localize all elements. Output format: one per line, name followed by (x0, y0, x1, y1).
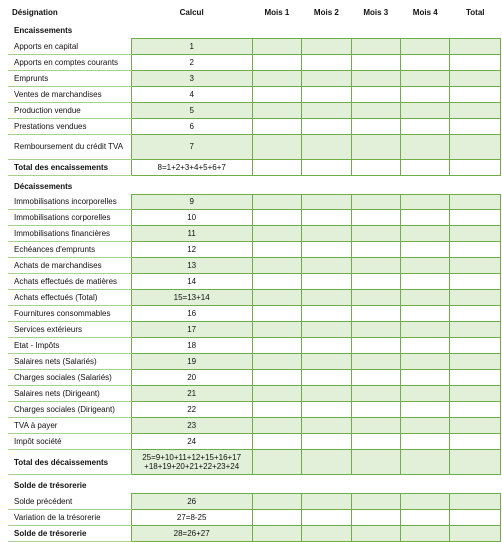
cell-mois-4[interactable] (401, 322, 450, 338)
row-calc: 16 (131, 306, 252, 322)
table-row (8, 354, 501, 370)
cell-mois-4[interactable] (401, 290, 450, 306)
row-calc: 9 (131, 194, 252, 210)
cell-total[interactable] (450, 450, 501, 475)
row-calc: 15=13+14 (131, 290, 252, 306)
cell-mois-2[interactable] (302, 434, 351, 450)
cell-mois-1[interactable] (252, 39, 301, 55)
cell-mois-4[interactable] (401, 509, 450, 525)
cell-mois-3[interactable] (351, 242, 400, 258)
header-mois-4: Mois 4 (412, 7, 438, 17)
table-row (8, 290, 501, 306)
cell-mois-2[interactable] (302, 306, 351, 322)
cell-mois-3[interactable] (351, 434, 400, 450)
section-decaissements: Décaissements (14, 181, 73, 191)
cell-mois-1[interactable] (252, 102, 301, 118)
cell-mois-1[interactable] (252, 210, 301, 226)
cell-mois-2[interactable] (302, 194, 351, 210)
row-label: Production vendue (8, 102, 131, 118)
row-calc: 14 (131, 274, 252, 290)
table-row (8, 134, 501, 159)
row-calc (131, 450, 252, 475)
section-row (8, 20, 501, 39)
row-label: Apports en capital (8, 39, 131, 55)
cell-mois-3[interactable] (351, 525, 400, 541)
cell-mois-1[interactable] (252, 525, 301, 541)
cell-mois-2[interactable] (302, 134, 351, 159)
row-label: Charges sociales (Salariés) (8, 370, 131, 386)
cell-total[interactable] (450, 509, 501, 525)
section-encaissements: Encaissements (14, 26, 73, 35)
row-calc: 1 (131, 39, 252, 55)
cell-mois-3[interactable] (351, 386, 400, 402)
cell-mois-4[interactable] (401, 354, 450, 370)
cell-mois-3[interactable] (351, 118, 400, 134)
cell-mois-2[interactable] (302, 86, 351, 102)
cell-total[interactable] (450, 258, 501, 274)
cell-mois-2[interactable] (302, 210, 351, 226)
cell-total[interactable] (450, 54, 501, 70)
row-calc: 23 (131, 418, 252, 434)
row-calc: 4 (131, 86, 252, 102)
cell-mois-4[interactable] (401, 118, 450, 134)
cell-mois-4[interactable] (401, 402, 450, 418)
cell-mois-2[interactable] (302, 258, 351, 274)
cell-total[interactable] (450, 402, 501, 418)
row-label: Solde de trésorerie (8, 525, 131, 541)
section-solde: Solde de trésorerie (14, 481, 87, 490)
table-row (8, 54, 501, 70)
cell-total[interactable] (450, 370, 501, 386)
row-label: Impôt société (8, 434, 131, 450)
cell-total[interactable] (450, 274, 501, 290)
cell-mois-4[interactable] (401, 338, 450, 354)
cell-mois-2[interactable] (302, 494, 351, 510)
cell-mois-2[interactable] (302, 290, 351, 306)
row-label: Emprunts (8, 70, 131, 86)
cell-total[interactable] (450, 242, 501, 258)
cell-mois-1[interactable] (252, 509, 301, 525)
cell-mois-3[interactable] (351, 402, 400, 418)
cell-mois-3[interactable] (351, 258, 400, 274)
row-label: Achats effectués (Total) (8, 290, 131, 306)
row-calc: 5 (131, 102, 252, 118)
table-row (8, 118, 501, 134)
row-calc: 28=26+27 (131, 525, 252, 541)
cell-mois-4[interactable] (401, 70, 450, 86)
cell-mois-3[interactable] (351, 290, 400, 306)
cell-mois-2[interactable] (302, 525, 351, 541)
cell-mois-2[interactable] (302, 402, 351, 418)
cell-total[interactable] (450, 322, 501, 338)
table-row (8, 306, 501, 322)
row-calc-line-1: 25=9+10+11+12+15+16+17 (142, 453, 242, 462)
cell-total[interactable] (450, 418, 501, 434)
cell-mois-4[interactable] (401, 494, 450, 510)
cell-mois-4[interactable] (401, 386, 450, 402)
cell-mois-4[interactable] (401, 134, 450, 159)
cell-total[interactable] (450, 39, 501, 55)
row-label: Solde précédent (8, 494, 131, 510)
cell-mois-3[interactable] (351, 210, 400, 226)
cell-mois-2[interactable] (302, 386, 351, 402)
table-row (8, 194, 501, 210)
row-calc: 17 (131, 322, 252, 338)
row-calc: 2 (131, 54, 252, 70)
table-row (8, 494, 501, 510)
cell-mois-3[interactable] (351, 39, 400, 55)
cell-mois-1[interactable] (252, 402, 301, 418)
cell-mois-4[interactable] (401, 306, 450, 322)
table-row (8, 370, 501, 386)
cell-total[interactable] (450, 134, 501, 159)
cell-mois-2[interactable] (302, 418, 351, 434)
cell-mois-3[interactable] (351, 306, 400, 322)
cell-total[interactable] (450, 354, 501, 370)
cell-mois-1[interactable] (252, 322, 301, 338)
cell-mois-2[interactable] (302, 370, 351, 386)
header-mois-2: Mois 2 (313, 7, 339, 17)
total-row (8, 450, 501, 475)
total-row (8, 159, 501, 175)
row-label: Salaires nets (Dirigeant) (8, 386, 131, 402)
cell-mois-4[interactable] (401, 210, 450, 226)
cell-mois-1[interactable] (252, 242, 301, 258)
header-calcul: Calcul (179, 7, 204, 17)
cell-mois-2[interactable] (302, 118, 351, 134)
row-label: Echéances d'emprunts (8, 242, 131, 258)
row-calc: 13 (131, 258, 252, 274)
cell-mois-3[interactable] (351, 70, 400, 86)
table-row (8, 70, 501, 86)
cell-mois-4[interactable] (401, 418, 450, 434)
cell-mois-1[interactable] (252, 54, 301, 70)
cell-total[interactable] (450, 386, 501, 402)
row-label: Prestations vendues (8, 118, 131, 134)
header-mois-3: Mois 3 (363, 7, 389, 17)
cell-mois-4[interactable] (401, 194, 450, 210)
cell-mois-4[interactable] (401, 226, 450, 242)
cell-mois-1[interactable] (252, 258, 301, 274)
cell-mois-4[interactable] (401, 370, 450, 386)
cell-total[interactable] (450, 102, 501, 118)
total-row (8, 525, 501, 541)
table-row (8, 226, 501, 242)
row-label: Total des décaissements (8, 450, 131, 475)
cell-mois-3[interactable] (351, 418, 400, 434)
cell-mois-1[interactable] (252, 118, 301, 134)
cell-mois-1[interactable] (252, 86, 301, 102)
cell-total[interactable] (450, 306, 501, 322)
row-label: Immobilisations financières (8, 226, 131, 242)
header-row (8, 4, 501, 20)
row-calc: 7 (131, 134, 252, 159)
row-label: Ventes de marchandises (8, 86, 131, 102)
row-label: Fournitures consommables (8, 306, 131, 322)
row-calc: 8=1+2+3+4+5+6+7 (131, 159, 252, 175)
row-label: Etat - Impôts (8, 338, 131, 354)
cell-mois-3[interactable] (351, 54, 400, 70)
row-calc: 3 (131, 70, 252, 86)
cell-mois-1[interactable] (252, 450, 301, 475)
cell-total[interactable] (450, 194, 501, 210)
cell-total[interactable] (450, 70, 501, 86)
cell-mois-4[interactable] (401, 54, 450, 70)
row-label: Services extérieurs (8, 322, 131, 338)
cell-mois-3[interactable] (351, 159, 400, 175)
row-calc: 22 (131, 402, 252, 418)
cell-mois-2[interactable] (302, 274, 351, 290)
row-label: Remboursement du crédit TVA (8, 134, 131, 159)
row-label: Immobilisations corporelles (8, 210, 131, 226)
cell-mois-4[interactable] (401, 102, 450, 118)
cell-total[interactable] (450, 159, 501, 175)
cell-mois-2[interactable] (302, 242, 351, 258)
row-calc: 19 (131, 354, 252, 370)
cell-mois-4[interactable] (401, 39, 450, 55)
cell-mois-3[interactable] (351, 338, 400, 354)
cell-mois-2[interactable] (302, 322, 351, 338)
row-calc: 10 (131, 210, 252, 226)
table-row (8, 258, 501, 274)
row-calc: 27=8-25 (131, 509, 252, 525)
cell-mois-3[interactable] (351, 450, 400, 475)
cell-mois-1[interactable] (252, 354, 301, 370)
cell-total[interactable] (450, 525, 501, 541)
row-calc: 24 (131, 434, 252, 450)
cell-mois-2[interactable] (302, 102, 351, 118)
row-label: Charges sociales (Dirigeant) (8, 402, 131, 418)
cell-mois-1[interactable] (252, 274, 301, 290)
row-calc-line-2: +18+19+20+21+22+23+24 (144, 462, 240, 471)
cell-mois-1[interactable] (252, 418, 301, 434)
table-row (8, 418, 501, 434)
row-label: Apports en comptes courants (8, 54, 131, 70)
cell-mois-2[interactable] (302, 354, 351, 370)
cell-mois-4[interactable] (401, 86, 450, 102)
cell-mois-1[interactable] (252, 494, 301, 510)
row-label: Salaires nets (Salariés) (8, 354, 131, 370)
table-row (8, 39, 501, 55)
cell-mois-1[interactable] (252, 370, 301, 386)
row-calc: 21 (131, 386, 252, 402)
cell-mois-2[interactable] (302, 338, 351, 354)
cell-mois-3[interactable] (351, 226, 400, 242)
cell-mois-4[interactable] (401, 525, 450, 541)
cell-mois-4[interactable] (401, 434, 450, 450)
cell-mois-1[interactable] (252, 290, 301, 306)
row-label: Achats de marchandises (8, 258, 131, 274)
cell-mois-3[interactable] (351, 354, 400, 370)
cell-total[interactable] (450, 434, 501, 450)
table-row (8, 102, 501, 118)
cell-mois-3[interactable] (351, 509, 400, 525)
cell-mois-2[interactable] (302, 226, 351, 242)
cell-mois-1[interactable] (252, 386, 301, 402)
cell-mois-1[interactable] (252, 134, 301, 159)
section-row (8, 175, 501, 194)
cell-mois-4[interactable] (401, 159, 450, 175)
cell-mois-4[interactable] (401, 450, 450, 475)
table-row (8, 402, 501, 418)
table-row (8, 434, 501, 450)
table-row (8, 322, 501, 338)
header-total: Total (465, 7, 485, 17)
cell-mois-1[interactable] (252, 338, 301, 354)
cell-mois-1[interactable] (252, 159, 301, 175)
cash-flow-table (8, 4, 501, 542)
cell-mois-3[interactable] (351, 102, 400, 118)
row-label: Variation de la trésorerie (8, 509, 131, 525)
cell-total[interactable] (450, 226, 501, 242)
cell-mois-2[interactable] (302, 509, 351, 525)
row-calc: 26 (131, 494, 252, 510)
cell-mois-1[interactable] (252, 306, 301, 322)
row-calc: 11 (131, 226, 252, 242)
table-row (8, 338, 501, 354)
row-calc: 6 (131, 118, 252, 134)
cell-mois-3[interactable] (351, 194, 400, 210)
header-mois-1: Mois 1 (264, 7, 290, 17)
cell-mois-3[interactable] (351, 274, 400, 290)
row-label: Total des encaissements (8, 159, 131, 175)
header-designation: Désignation (12, 7, 58, 17)
row-label: Immobilisations incorporelles (8, 194, 131, 210)
cell-mois-4[interactable] (401, 242, 450, 258)
cell-mois-3[interactable] (351, 86, 400, 102)
cell-total[interactable] (450, 494, 501, 510)
cell-total[interactable] (450, 86, 501, 102)
table-row (8, 386, 501, 402)
row-calc: 18 (131, 338, 252, 354)
cell-mois-1[interactable] (252, 434, 301, 450)
table-row (8, 86, 501, 102)
cell-mois-2[interactable] (302, 39, 351, 55)
row-label: Achats effectués de matières (8, 274, 131, 290)
table-row (8, 274, 501, 290)
row-label: TVA à payer (8, 418, 131, 434)
cell-mois-2[interactable] (302, 70, 351, 86)
cell-mois-3[interactable] (351, 370, 400, 386)
table-row (8, 509, 501, 525)
cell-mois-2[interactable] (302, 450, 351, 475)
table-row (8, 210, 501, 226)
cell-total[interactable] (450, 290, 501, 306)
section-row (8, 475, 501, 494)
row-calc: 12 (131, 242, 252, 258)
table-row (8, 242, 501, 258)
row-calc: 20 (131, 370, 252, 386)
cell-mois-3[interactable] (351, 134, 400, 159)
cell-total[interactable] (450, 338, 501, 354)
cell-mois-4[interactable] (401, 258, 450, 274)
cell-mois-4[interactable] (401, 274, 450, 290)
cell-mois-2[interactable] (302, 54, 351, 70)
cell-mois-1[interactable] (252, 70, 301, 86)
cell-total[interactable] (450, 210, 501, 226)
cell-mois-1[interactable] (252, 194, 301, 210)
cell-mois-3[interactable] (351, 322, 400, 338)
cell-total[interactable] (450, 118, 501, 134)
cell-mois-1[interactable] (252, 226, 301, 242)
cell-mois-3[interactable] (351, 494, 400, 510)
cell-mois-2[interactable] (302, 159, 351, 175)
